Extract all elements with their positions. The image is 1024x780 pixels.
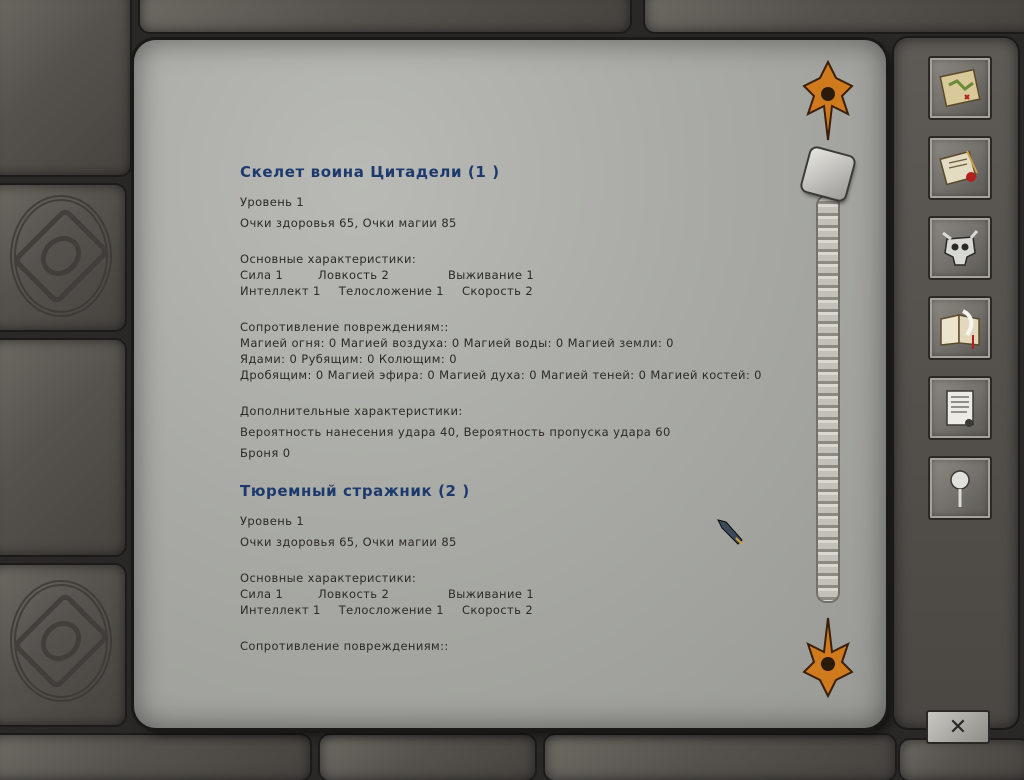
basic-stats-row	[240, 586, 795, 602]
stat-speed: Скорость 2	[461, 284, 534, 298]
stat-speed: Скорость 2	[461, 603, 534, 617]
pin-button[interactable]	[928, 456, 992, 520]
scroll-up-ornament[interactable]	[798, 60, 858, 142]
resistances-header: Сопротивление повреждениям::	[240, 320, 449, 334]
wall-brick	[0, 185, 125, 330]
hit-chance: Вероятность нанесения удара 40, Вероятность пропуска удара 60	[240, 425, 671, 439]
pin-icon	[937, 465, 983, 511]
basic-stats-header: Основные характеристики:	[240, 571, 417, 585]
monster-title[interactable]: Скелет воина Цитадели (1 )	[240, 163, 500, 181]
spellbook-button[interactable]	[928, 296, 992, 360]
wall-brick	[140, 0, 630, 32]
wall-brick	[545, 735, 895, 780]
resistances-header: Сопротивление повреждениям::	[240, 639, 449, 653]
basic-stats-row	[240, 283, 795, 299]
notes-scroll-icon	[937, 385, 983, 431]
bestiary-content[interactable]	[240, 152, 795, 712]
armor-value: Броня 0	[240, 446, 291, 460]
quests-button[interactable]	[928, 136, 992, 200]
wall-brick	[0, 0, 130, 175]
stat-agility: Ловкость 2	[318, 587, 390, 601]
notes-button[interactable]	[928, 376, 992, 440]
wall-brick	[0, 735, 310, 780]
monster-level: Уровень 1	[240, 195, 305, 209]
basic-stats-row	[240, 602, 795, 618]
basic-stats-header: Основные характеристики:	[240, 252, 417, 266]
map-button[interactable]	[928, 56, 992, 120]
close-button[interactable]: ✕	[926, 710, 990, 744]
spellbook-icon	[937, 305, 983, 351]
monster-level: Уровень 1	[240, 514, 305, 528]
bestiary-skull-icon	[937, 225, 983, 271]
monster-hp-mp: Очки здоровья 65, Очки магии 85	[240, 216, 457, 230]
wall-brick	[0, 565, 125, 725]
celtic-knot-carving	[10, 580, 112, 702]
resistances-line: Магией огня: 0 Магией воздуха: 0 Магией воды: 0 Магией земли: 0	[240, 336, 674, 350]
wall-brick	[900, 740, 1024, 780]
basic-stats-row	[240, 267, 795, 283]
mouse-cursor-icon	[716, 516, 748, 548]
stat-constitution: Телосложение 1	[338, 284, 444, 298]
stat-agility: Ловкость 2	[318, 268, 390, 282]
wall-brick	[0, 340, 125, 555]
monster-title[interactable]: Тюремный стражник (2 )	[240, 482, 470, 500]
map-icon	[937, 65, 983, 111]
scrollbar-track[interactable]	[816, 195, 840, 603]
quest-scroll-icon	[937, 145, 983, 191]
stat-intellect: Интеллект 1	[240, 284, 321, 298]
wall-brick	[320, 735, 535, 780]
stat-survival: Выживание 1	[448, 268, 535, 282]
resistances-line: Дробящим: 0 Магией эфира: 0 Магией духа: 0 Магией теней: 0 Магией костей: 0	[240, 368, 762, 382]
celtic-knot-carving	[10, 195, 112, 317]
bestiary-button[interactable]	[928, 216, 992, 280]
stat-survival: Выживание 1	[448, 587, 535, 601]
stat-strength: Сила 1	[240, 268, 284, 282]
stat-constitution: Телосложение 1	[338, 603, 444, 617]
resistances-line: Ядами: 0 Рубящим: 0 Колющим: 0	[240, 352, 457, 366]
wall-brick	[645, 0, 1024, 32]
bestiary-panel	[134, 40, 886, 728]
scroll-down-ornament[interactable]	[798, 616, 858, 698]
stat-strength: Сила 1	[240, 587, 284, 601]
stat-intellect: Интеллект 1	[240, 603, 321, 617]
monster-hp-mp: Очки здоровья 65, Очки магии 85	[240, 535, 457, 549]
extra-stats-header: Дополнительные характеристики:	[240, 404, 463, 418]
